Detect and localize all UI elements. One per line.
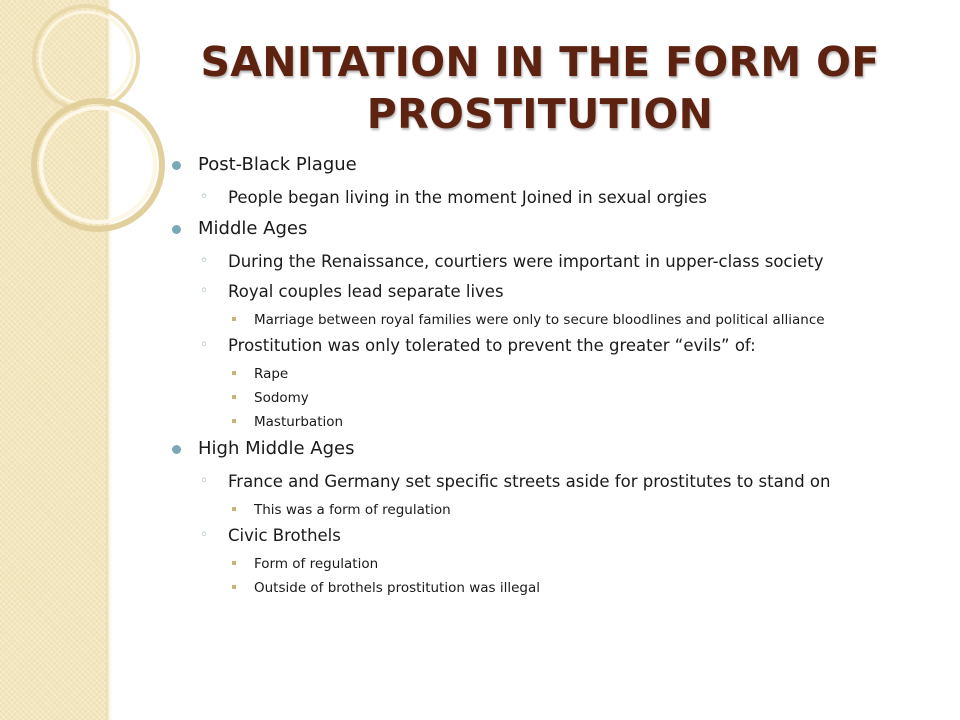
sub-bullet-item: Outside of brothels prostitution was illegal (160, 580, 940, 596)
bullet-item: ◦ France and Germany set specific streets aside for prostitutes to stand on (160, 472, 940, 492)
bullet-item: ◦ People began living in the moment Joined in sexual orgies (160, 188, 940, 208)
section-heading: High Middle Ages (160, 438, 940, 460)
bullet-item: ◦ Civic Brothels (160, 526, 940, 546)
section-heading: Post-Black Plague (160, 154, 940, 176)
slide-content (160, 154, 940, 604)
sub-bullet-item: Sodomy (160, 390, 940, 406)
bullet-item: ◦ During the Renaissance, courtiers were important in upper-class society (160, 252, 940, 272)
sub-bullet-item: This was a form of regulation (160, 502, 940, 518)
sub-bullet-item: Marriage between royal families were only to secure bloodlines and political alliance (160, 312, 940, 328)
bullet-item: ◦ Royal couples lead separate lives (160, 282, 940, 302)
bullet-item: ◦ Prostitution was only tolerated to prevent the greater “evils” of: (160, 336, 940, 356)
sub-bullet-item: Form of regulation (160, 556, 940, 572)
sub-bullet-item: Masturbation (160, 414, 940, 430)
sub-bullet-item: Rape (160, 366, 940, 382)
slide-title: SANITATION IN THE FORM OF PROSTITUTION (200, 38, 880, 138)
section-heading: Middle Ages (160, 218, 940, 240)
